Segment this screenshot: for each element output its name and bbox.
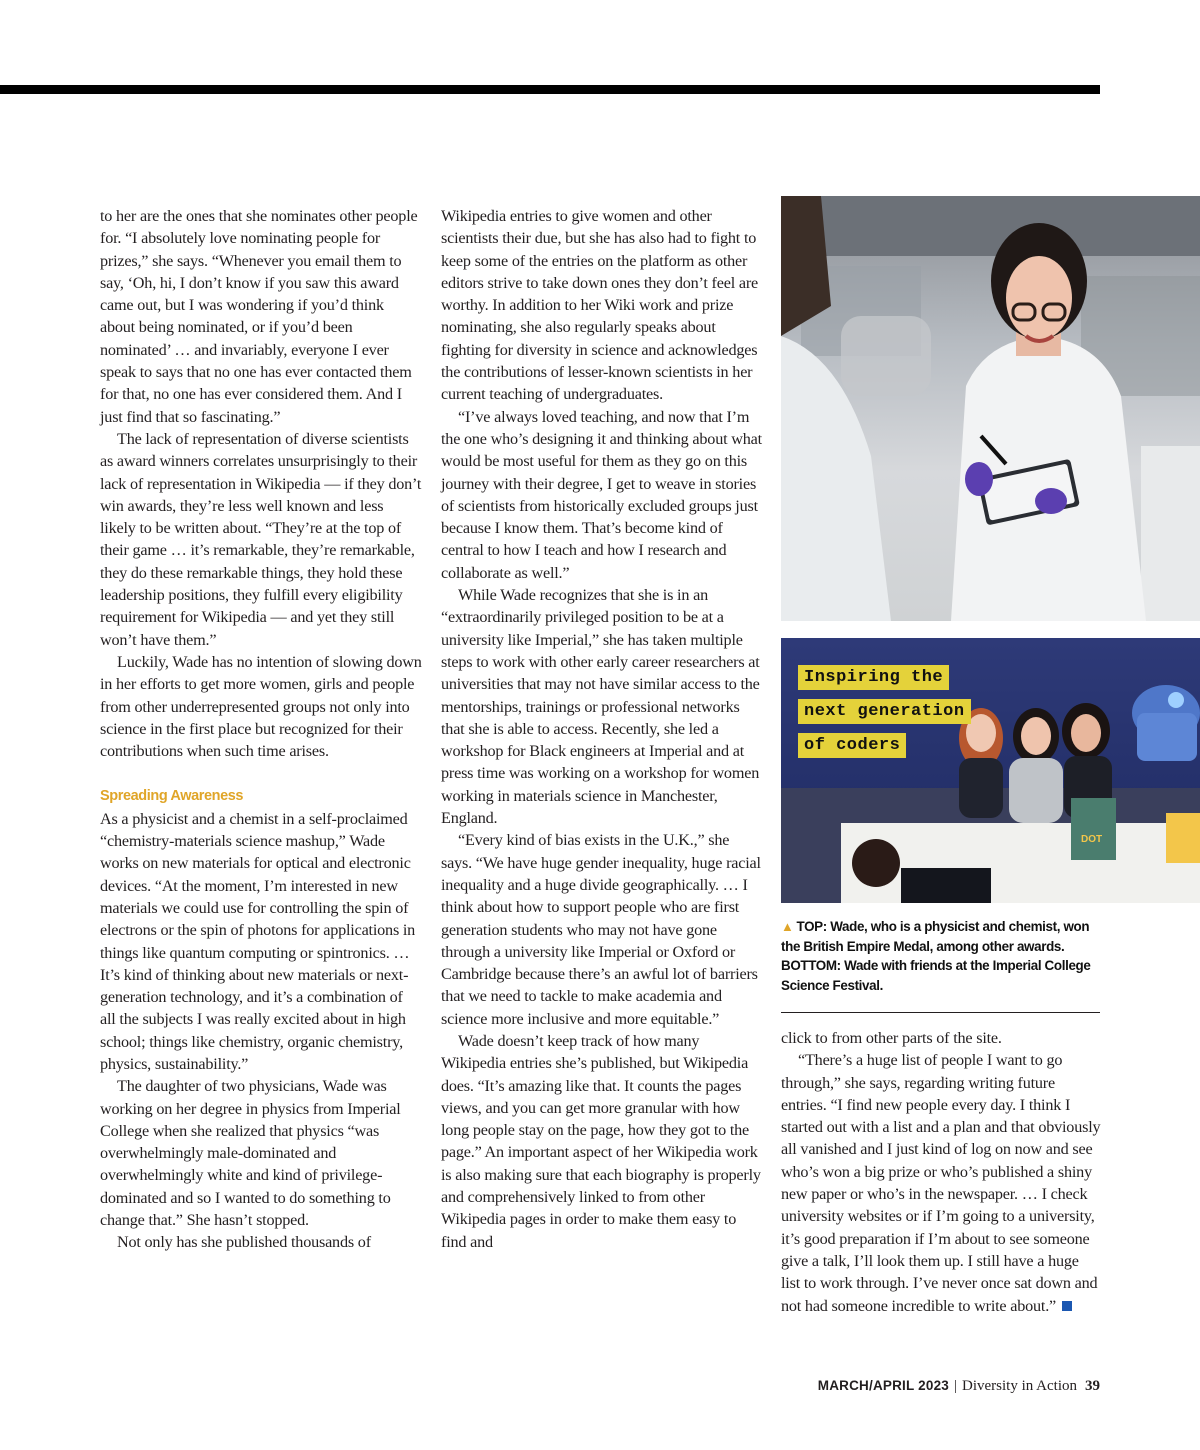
paragraph-text: “There’s a huge list of people I want to go through,” she says, regarding writing future entries. “I find new people every day. I think I started out with a list and a plan and that obviously all vanished and I just kind of log on now and see who’s won a big prize or who’s published a shiny new paper or who’s in the newspaper. … I check university websites or if I’m going to a university, it’s good preparation if I’m about to see someone give a talk, I’ll look them up. I still have a huge list to work through. I’ve never once sat down and not had someone incredible to write about.” bbox=[781, 1051, 1101, 1315]
paragraph: Wade doesn’t keep track of how many Wikipedia entries she’s published, but Wikipedia does. “It’s amazing like that. It counts the pages views, and you can get more granular with how long people stay on the page, how they got to the page.” An important aspect of her Wikipedia work is also making sure that each biography is properly and comprehensively linked to from other Wikipedia pages in order to make them easy to find and bbox=[441, 1031, 761, 1251]
footer-separator: | bbox=[953, 1378, 957, 1394]
article-column-3 bbox=[781, 1027, 1101, 1317]
paragraph: “Every kind of bias exists in the U.K.,” she says. “We have huge gender inequality, huge racial inequality and a huge divide geographically. … I think about how to support people who are first generation students who may not have gone through a university like Imperial or Oxford or Cambridge because there’s an awful lot of barriers that we need to tackle to make academia and science more inclusive and more equitable.” bbox=[441, 831, 761, 1028]
paragraph: The daughter of two physicians, Wade was working on her degree in physics from Imperial College when she realized that physics “was overwhelmingly male-dominated and overwhelmingly white and kind of privilege-dominated and so I wanted to do something to change that.” She hasn’t stopped. bbox=[100, 1077, 401, 1230]
paragraph: Wikipedia entries to give women and other scientists their due, but she has also had to fight to keep some of the entries on the platform as other editors strive to take down ones they don’t feel are worthy. In addition to her Wiki work and prize nominating, she also regularly speaks about fighting for diversity in science and acknowledges the contributions of lesser-known scientists in her current teaching of undergraduates. bbox=[441, 207, 759, 404]
article-column-2 bbox=[441, 205, 763, 1253]
magazine-name: Diversity in Action bbox=[962, 1378, 1077, 1394]
banner-line: Inspiring the bbox=[798, 665, 949, 690]
lab-photo-illustration bbox=[781, 196, 1200, 621]
paragraph: to her are the ones that she nominates other people for. “I absolutely love nominating people for prizes,” she says. “Whenever you email them to say, ‘Oh, hi, I don’t know if you saw this award came out, but I was wondering if you’d think about being nominated, or if you’d been nominated’ … and invariably, everyone I ever speak to says that no one has ever contacted them for that, no one has ever considered them. And I just find that so fascinating.” bbox=[100, 207, 418, 426]
issue-date: MARCH/APRIL 2023 bbox=[817, 1378, 949, 1393]
paragraph: While Wade recognizes that she is in an “extraordinarily privileged position to be at a university like Imperial,” she has taken multiple steps to work with other early career researchers at universities that may not have similar access to the mentorships, trainings or professional networks that she is able to access. Recently, she led a workshop for Black engineers at Imperial and at press time was working on a workshop for women working in materials science in Manchester, England. bbox=[441, 586, 760, 828]
banner-line: of coders bbox=[798, 733, 906, 758]
top-rule bbox=[0, 85, 1100, 94]
article-column-1 bbox=[100, 205, 422, 1254]
triangle-icon: ▲ bbox=[781, 919, 794, 934]
photo-caption bbox=[781, 917, 1099, 995]
page-number: 39 bbox=[1085, 1378, 1100, 1394]
page-footer bbox=[818, 1378, 1100, 1395]
book-label: DOT bbox=[1081, 834, 1103, 845]
photo-science-festival bbox=[781, 638, 1200, 903]
paragraph: click to from other parts of the site. bbox=[781, 1029, 1002, 1047]
paragraph: The lack of representation of diverse scientists as award winners correlates unsurprisingly to their lack of representation in Wikipedia — if they don’t win awards, they’re less well known and less likely to be written about. “They’re at the top of their game … it’s remarkable, they’re remarkable, they do these remarkable things, they hold these leadership positions, they fulfill every eligibility requirement for Wikipedia — and yet they still won’t have them.” bbox=[100, 429, 422, 649]
paragraph: Luckily, Wade has no intention of slowing down in her efforts to get more women, girls and people from other underrepresented groups not only into science in the first place but recognized for their contributions when such time arises. bbox=[100, 652, 422, 761]
end-of-article-square-icon bbox=[1062, 1301, 1072, 1311]
caption-rule bbox=[781, 1012, 1100, 1013]
banner-line: next generation bbox=[798, 699, 971, 724]
paragraph: “I’ve always loved teaching, and now that I’m the one who’s designing it and thinking about what would be most useful for them as they go on this journey with their degree, I get to weave in stories of scientists from historically excluded groups just because I know them. That’s become kind of central to how I teach and how I research and collaborate as well.” bbox=[441, 407, 762, 582]
paragraph: Not only has she published thousands of bbox=[117, 1233, 371, 1252]
paragraph: As a physicist and a chemist in a self-proclaimed “chemistry-materials science mashup,” Wade works on new materials for optical and electronic devices. “At the moment, I’m interested in new materials we could use for controlling the spin of electrons or the spin of photons for applications in things like quantum computing or spintronics. … It’s kind of thinking about new materials or next-generation technology, and it’s a combination of all the subjects I was really excited about in high school; things like chemistry, organic chemistry, physics, sustainability.” bbox=[100, 809, 416, 1073]
caption-text: TOP: Wade, who is a physicist and chemist, won the British Empire Medal, among other awards. BOTTOM: Wade with friends at the Imperial College Science Festival. bbox=[781, 919, 1091, 993]
paragraph bbox=[781, 1049, 1101, 1317]
photo-wade-in-lab bbox=[781, 196, 1200, 621]
section-subhead: Spreading Awareness bbox=[100, 788, 244, 805]
